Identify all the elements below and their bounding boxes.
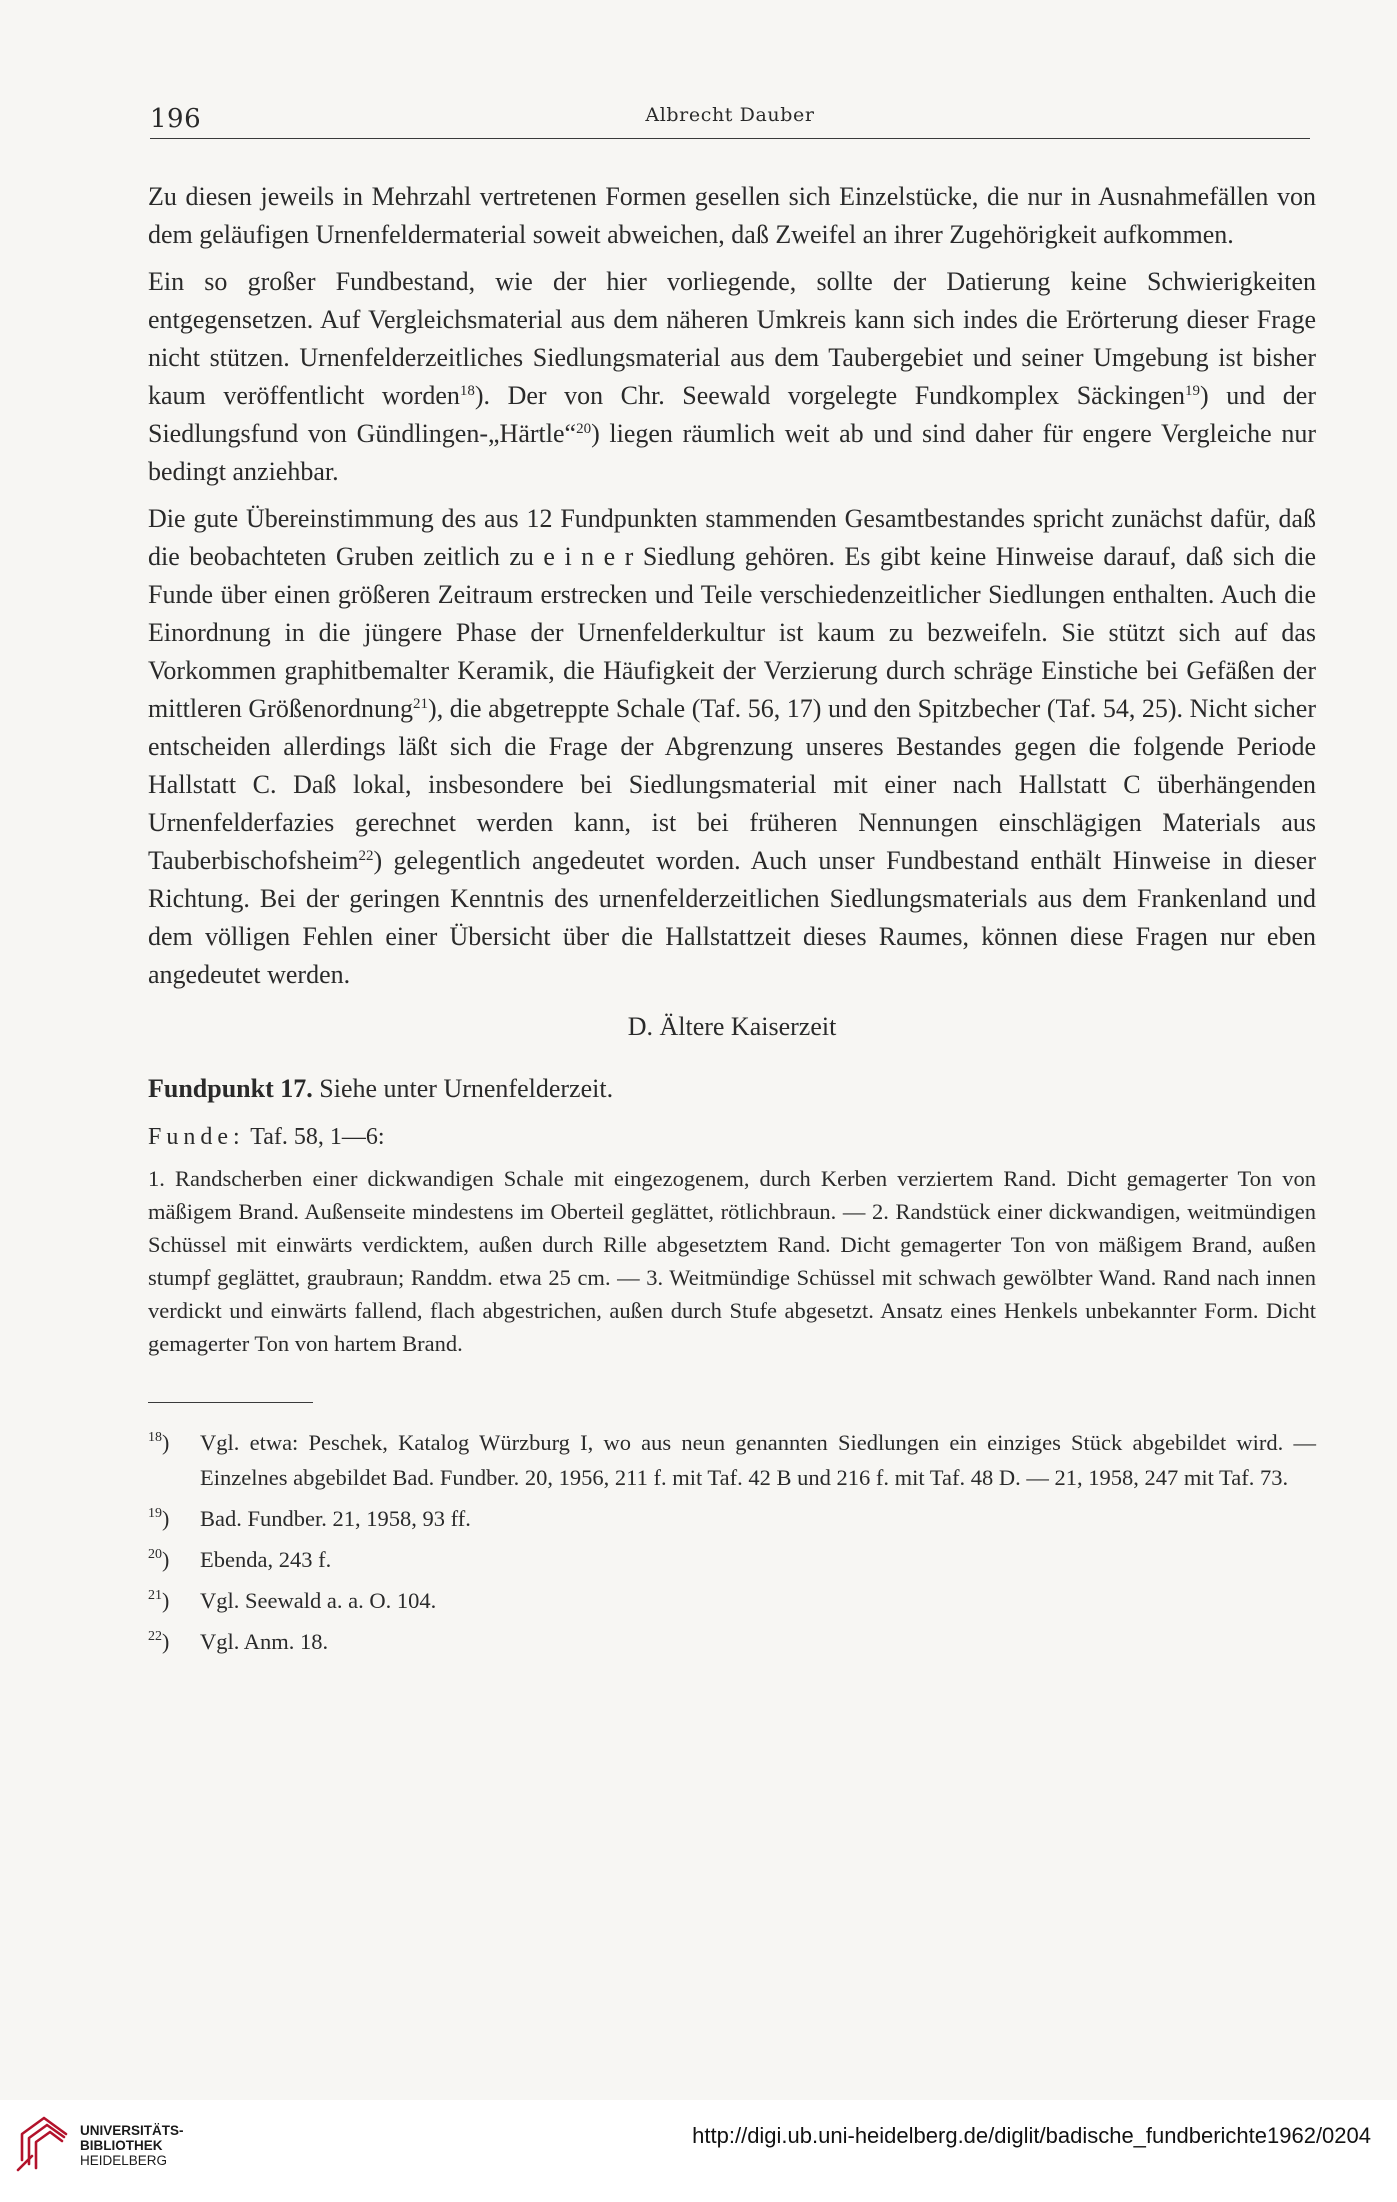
- footnote-number: 18: [148, 1430, 162, 1445]
- funde-label: Funde:: [148, 1124, 245, 1150]
- library-name-line: HEIDELBERG: [80, 2153, 168, 2168]
- text-run: ), die abgetreppte Schale (Taf. 56, 17) und den Spitzbecher (Taf. 54, 25). Nicht sicher entscheiden allerdings läßt sich die Frage der Abgrenzung unseres Bestandes gegen die folgende Periode Hallstatt C. Daß lokal, insbesondere bei Siedlungsmaterial mit einer nach Hallstatt C überhängenden Urnenfelderfazies gerechnet werden kann, ist bei früheren Nennungen einschlägigen Materials aus Tauberbischofsheim: [148, 694, 1316, 875]
- footnote-ref[interactable]: 21: [413, 696, 429, 712]
- funde-description: 1. Randscherben einer dickwandigen Schale mit eingezogenem, durch Kerben verziertem Rand. Dicht gemagerter Ton von mäßigem Brand. Außenseite mindestens im Oberteil geglättet, rötlichbraun. — 2. Randstück einer dickwandigen, weitmündigen Schüssel mit einwärts verdicktem, außen durch Rille abgesetztem Rand. Dicht gemagerter Ton von mäßigem Brand, außen stumpf geglättet, graubraun; Randdm. etwa 25 cm. — 3. Weitmündige Schüssel mit schwach gewölbter Wand. Rand nach innen verdickt und einwärts fallend, flach abgestrichen, außen durch Stufe abgesetzt. Ansatz eines Henkels unbekannter Form. Dicht gemagerter Ton von hartem Brand.: [148, 1166, 1316, 1356]
- paragraph-3: [148, 500, 1316, 994]
- footnote-number: 22: [148, 1629, 162, 1644]
- footnote-number: 19: [148, 1506, 162, 1521]
- text-run: ) gelegentlich angedeutet worden. Auch unser Fundbestand enthält Hinweise in dieser Richtung. Bei der geringen Kenntnis des urnenfelderzeitlichen Siedlungsmaterials aus dem Frankenland und dem völligen Fehlen einer Übersicht über die Hallstattzeit dieses Raumes, können diese Fragen nur eben angedeutet werden.: [148, 846, 1316, 989]
- paragraph-2: [148, 263, 1316, 491]
- ub-heidelberg-logo-icon[interactable]: [14, 2112, 74, 2172]
- fundpunkt-text: Siehe unter Urnenfelderzeit.: [312, 1074, 614, 1103]
- footnote-marker: $^{19}$): [148, 1506, 170, 1531]
- library-name: [80, 2123, 184, 2168]
- fundpunkt-title: Fundpunkt 17.: [148, 1074, 313, 1103]
- funde-text: Taf. 58, 1—6:: [244, 1124, 385, 1150]
- footnote-ref[interactable]: 18: [459, 383, 475, 399]
- footnote-divider: [148, 1402, 313, 1403]
- paragraph-1: Zu diesen jeweils in Mehrzahl vertretenen Formen gesellen sich Einzelstücke, die nur in Ausnahmefällen von dem geläufigen Urnenfeldermaterial soweit abweichen, daß Zweifel an ihrer Zugehörigkeit aufkommen.: [148, 182, 1316, 249]
- page-header: [150, 98, 1310, 139]
- text-run: Ein so großer Fundbestand, wie der hier vorliegende, sollte der Datierung keine Schwierigkeiten entgegensetzen. Auf Vergleichsmaterial aus dem näheren Umkreis kann sich indes die Erörterung dieser Frage nicht stützen. Urnenfelderzeitliches Siedlungsmaterial aus dem Taubergebiet und seiner Umgebung ist bisher kaum veröffentlicht worden: [148, 267, 1316, 410]
- footnote-22: [148, 1624, 1316, 1659]
- footnote-text: Ebenda, 243 f.: [200, 1547, 332, 1572]
- library-name-line: BIBLIOTHEK: [80, 2138, 163, 2153]
- footnote-marker: $^{20}$): [148, 1547, 170, 1572]
- footnote-text: Vgl. Seewald a. a. O. 104.: [200, 1588, 437, 1613]
- footnote-marker: $^{21}$): [148, 1588, 170, 1613]
- funde-line: [148, 1118, 1316, 1156]
- text-run: ) liegen räumlich weit ab und sind daher für engere Vergleiche nur bedingt anziehbar.: [148, 419, 1317, 486]
- library-name-line: UNIVERSITÄTS-: [80, 2123, 184, 2138]
- footnote-ref[interactable]: 19: [1185, 383, 1201, 399]
- footnote-number: 21: [148, 1588, 162, 1603]
- footnote-19: [148, 1501, 1316, 1536]
- footnote-21: [148, 1583, 1316, 1618]
- body-text: [148, 178, 1316, 1665]
- text-run: ) und der Siedlungsfund von Gündlingen-„Härtle“: [148, 381, 1316, 448]
- footnote-ref[interactable]: 20: [576, 421, 592, 437]
- text-run: Die gute Übereinstimmung des aus 12 Fundpunkten stammenden Gesamtbestandes spricht zunächst dafür, daß die beobachteten Gruben zeitlich zu e i n e r Siedlung gehören. Es gibt keine Hinweise darauf, daß sich die Funde über einen größeren Zeitraum erstrecken und Teile verschiedenzeitlicher Siedlungen enthalten. Auch die Einordnung in die jüngere Phase der Urnenfelderkultur ist kaum zu bezweifeln. Sie stützt sich auf das Vorkommen graphitbemalter Keramik, die Häufigkeit der Verzierung durch schräge Einstiche bei Gefäßen der mittleren Größenordnung: [148, 504, 1316, 723]
- footer-bar: [0, 2100, 1397, 2202]
- source-url-link[interactable]: http://digi.ub.uni-heidelberg.de/diglit/badische_fundberichte1962/0204: [692, 2123, 1371, 2148]
- page-number: 196: [150, 104, 202, 134]
- footnote-ref[interactable]: 22: [358, 848, 374, 864]
- footnotes: [148, 1425, 1316, 1659]
- footnote-marker: $^{18}$): [148, 1430, 170, 1455]
- footnote-20: [148, 1542, 1316, 1577]
- footnote-marker: $^{22}$): [148, 1629, 170, 1654]
- footnote-number: 20: [148, 1547, 162, 1562]
- footnote-text: Bad. Fundber. 21, 1958, 93 ff.: [200, 1506, 471, 1531]
- text-run: ). Der von Chr. Seewald vorgelegte Fundkomplex Säckingen: [474, 381, 1186, 410]
- fundpunkt-line: [148, 1070, 1316, 1108]
- footnote-18: [148, 1425, 1316, 1495]
- footnote-text: Vgl. Anm. 18.: [200, 1629, 329, 1654]
- footnote-text: Vgl. etwa: Peschek, Katalog Würzburg I, wo aus neun genannten Siedlungen ein einziges Stück abgebildet wird. — Einzelnes abgebildet Bad. Fundber. 20, 1956, 211 f. mit Taf. 42 B und 216 f. mit Taf. 48 D. — 21, 1958, 247 mit Taf. 73.: [200, 1430, 1316, 1490]
- section-heading: D. Ältere Kaiserzeit: [627, 1012, 837, 1041]
- running-head: Albrecht Dauber: [645, 104, 815, 126]
